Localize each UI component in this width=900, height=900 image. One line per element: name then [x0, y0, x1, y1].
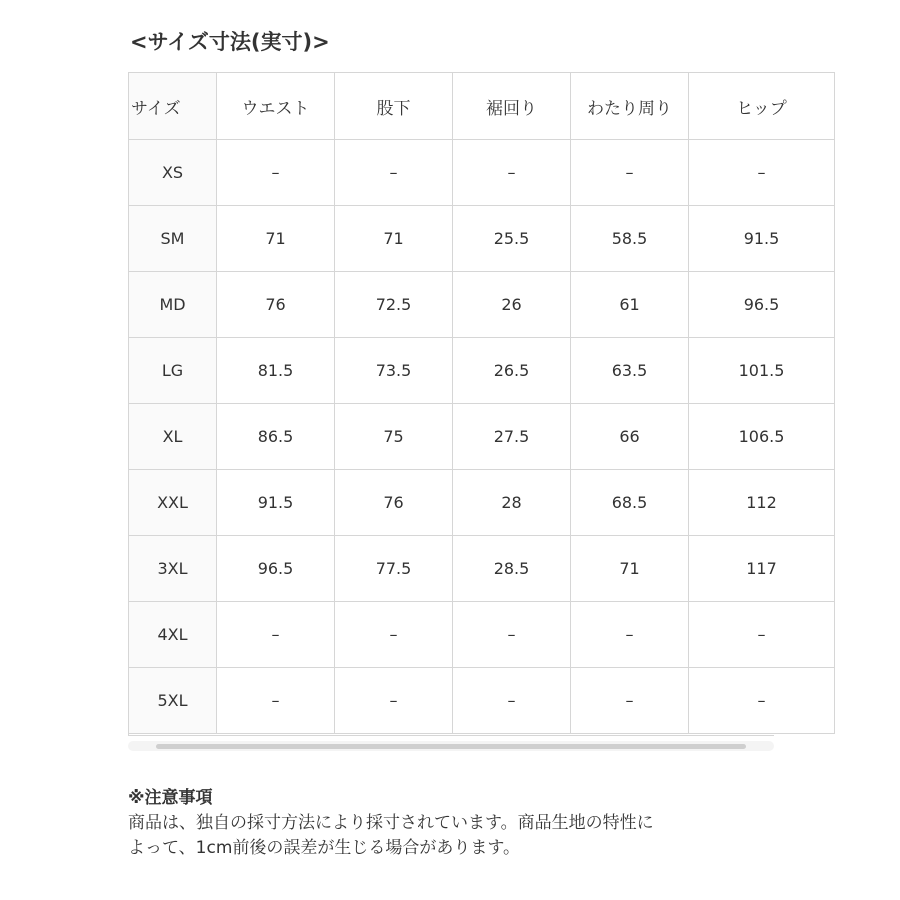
header-waist: ウエスト: [217, 73, 335, 140]
notes-line-1: 商品は、独自の採寸方法により採寸されています。商品生地の特性に: [128, 813, 654, 833]
cell-waist: 91.5: [217, 470, 335, 536]
page-title: <サイズ寸法(実寸)>: [130, 30, 330, 54]
cell-thigh: –: [571, 602, 689, 668]
cell-waist: 96.5: [217, 536, 335, 602]
cell-inseam: –: [335, 140, 453, 206]
scrollbar-thumb[interactable]: [156, 744, 746, 749]
cell-hem: 25.5: [453, 206, 571, 272]
table-row: [129, 602, 835, 668]
size-table: [128, 72, 835, 734]
notes-title: ※注意事項: [128, 788, 213, 808]
cell-hem: –: [453, 668, 571, 734]
cell-hip: 117: [689, 536, 835, 602]
table-row: [129, 668, 835, 734]
cell-thigh: 66: [571, 404, 689, 470]
table-row: [129, 206, 835, 272]
cell-waist: 71: [217, 206, 335, 272]
cell-size: XS: [129, 140, 217, 206]
cell-waist: 81.5: [217, 338, 335, 404]
cell-inseam: –: [335, 602, 453, 668]
size-table-scroll-area[interactable]: [128, 72, 787, 736]
cell-waist: –: [217, 140, 335, 206]
cell-hem: 26.5: [453, 338, 571, 404]
table-body: [129, 140, 835, 734]
notes-section: [128, 786, 788, 861]
cell-thigh: 61: [571, 272, 689, 338]
cell-hip: 106.5: [689, 404, 835, 470]
header-hem: 裾回り: [453, 73, 571, 140]
cell-size: XL: [129, 404, 217, 470]
cell-hip: 112: [689, 470, 835, 536]
cell-hem: 28.5: [453, 536, 571, 602]
cell-hip: 96.5: [689, 272, 835, 338]
cell-hip: –: [689, 140, 835, 206]
table-row: [129, 536, 835, 602]
cell-size: SM: [129, 206, 217, 272]
cell-waist: –: [217, 602, 335, 668]
table-row: [129, 338, 835, 404]
cell-inseam: –: [335, 668, 453, 734]
cell-size: MD: [129, 272, 217, 338]
cell-thigh: –: [571, 668, 689, 734]
header-thigh: わたり周り: [571, 73, 689, 140]
cell-size: 5XL: [129, 668, 217, 734]
cell-hem: 27.5: [453, 404, 571, 470]
table-header-row: [129, 73, 835, 140]
cell-size: 3XL: [129, 536, 217, 602]
cell-waist: 76: [217, 272, 335, 338]
cell-size: XXL: [129, 470, 217, 536]
cell-inseam: 73.5: [335, 338, 453, 404]
cell-inseam: 72.5: [335, 272, 453, 338]
cell-waist: –: [217, 668, 335, 734]
table-row: [129, 140, 835, 206]
header-hip: ヒップ: [689, 73, 835, 140]
cell-thigh: 71: [571, 536, 689, 602]
cell-thigh: 58.5: [571, 206, 689, 272]
table-row: [129, 272, 835, 338]
cell-hip: –: [689, 668, 835, 734]
cell-inseam: 75: [335, 404, 453, 470]
cell-size: 4XL: [129, 602, 217, 668]
cell-thigh: 63.5: [571, 338, 689, 404]
cell-inseam: 71: [335, 206, 453, 272]
cell-hip: –: [689, 602, 835, 668]
cell-inseam: 77.5: [335, 536, 453, 602]
table-row: [129, 404, 835, 470]
cell-waist: 86.5: [217, 404, 335, 470]
cell-size: LG: [129, 338, 217, 404]
header-size: サイズ: [129, 73, 217, 140]
notes-line-2: よって、1cm前後の誤差が生じる場合があります。: [128, 838, 521, 858]
cell-hem: –: [453, 140, 571, 206]
horizontal-scrollbar[interactable]: [128, 741, 774, 751]
cell-thigh: 68.5: [571, 470, 689, 536]
cell-hip: 91.5: [689, 206, 835, 272]
table-row: [129, 470, 835, 536]
header-inseam: 股下: [335, 73, 453, 140]
cell-hem: –: [453, 602, 571, 668]
cell-hem: 28: [453, 470, 571, 536]
cell-hem: 26: [453, 272, 571, 338]
cell-thigh: –: [571, 140, 689, 206]
cell-hip: 101.5: [689, 338, 835, 404]
cell-inseam: 76: [335, 470, 453, 536]
